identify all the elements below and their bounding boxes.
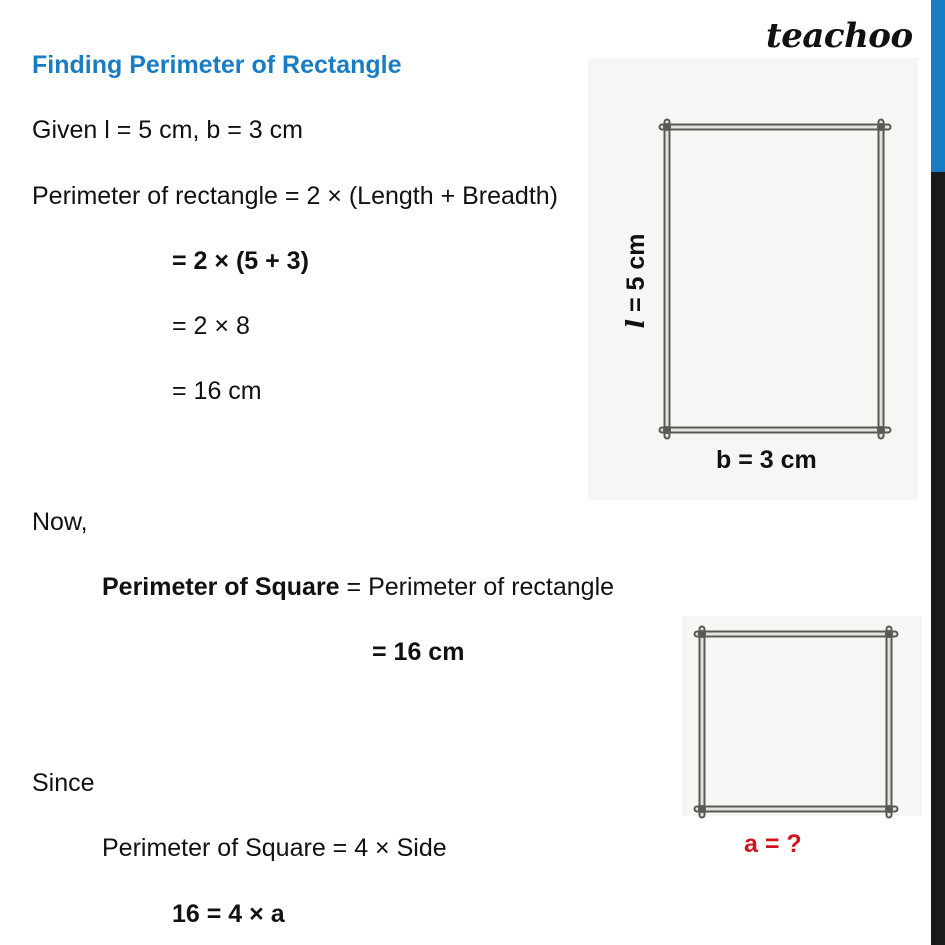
square-sticks <box>697 629 895 815</box>
now-line: Now, <box>32 508 88 536</box>
square-perimeter-bold: Perimeter of Square <box>102 573 340 601</box>
equation-line: 16 = 4 × a <box>172 900 285 928</box>
since-line: Since <box>32 769 95 797</box>
length-var: l <box>621 318 650 329</box>
page-title: Finding Perimeter of Rectangle <box>32 51 402 79</box>
step-3: = 16 cm <box>172 377 262 405</box>
square-formula: Perimeter of Square = 4 × Side <box>102 834 447 862</box>
square-value: = 16 cm <box>372 638 465 666</box>
brand-logo: teachoo <box>766 16 913 56</box>
side-label: a = ? <box>744 830 802 858</box>
breadth-label: b = 3 cm <box>716 446 817 474</box>
perimeter-formula: Perimeter of rectangle = 2 × (Length + Breadth) <box>32 182 559 210</box>
given-line: Given l = 5 cm, b = 3 cm <box>32 116 303 144</box>
length-label <box>621 234 651 329</box>
step-1: = 2 × (5 + 3) <box>172 247 309 275</box>
square-perimeter-rest: = Perimeter of rectangle <box>339 573 615 601</box>
rectangle-sticks <box>662 122 888 436</box>
step-2: = 2 × 8 <box>172 312 250 340</box>
length-value: = 5 cm <box>622 233 650 319</box>
